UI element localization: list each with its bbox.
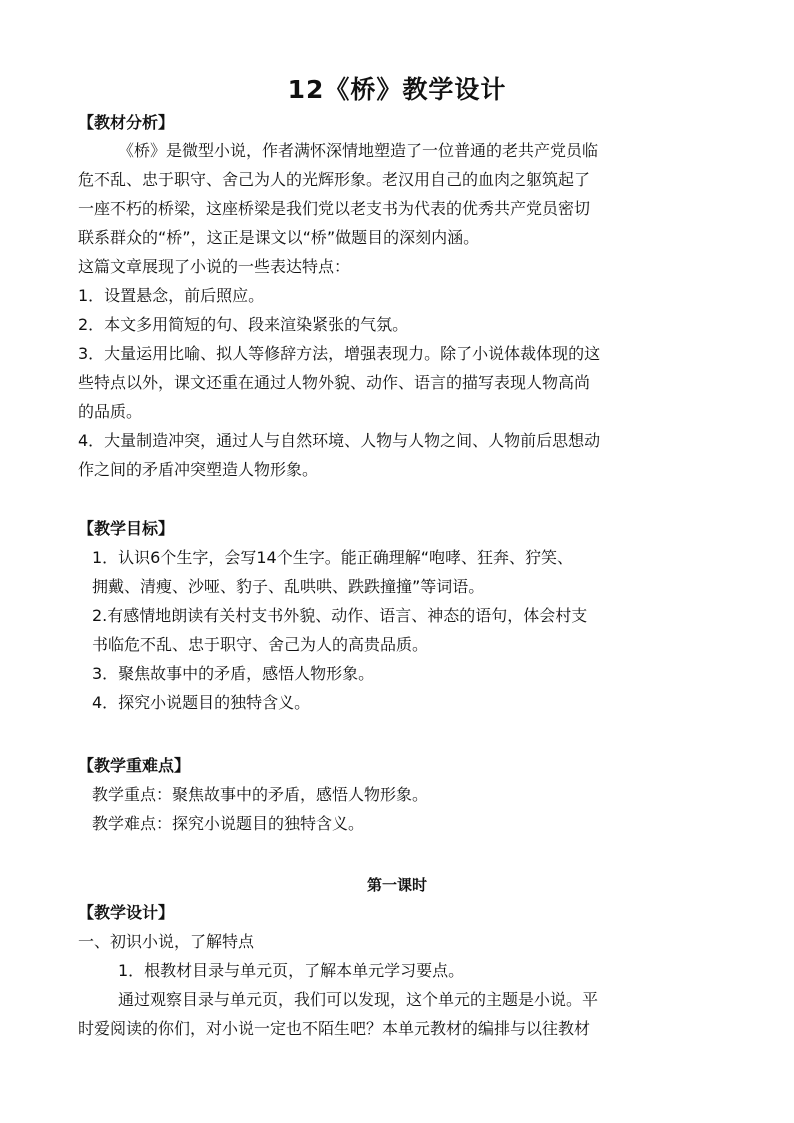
list-item: 4．大量制造冲突，通过人与自然环境、人物与人物之间、人物前后思想动 [78, 431, 601, 450]
paragraph-line: 些特点以外，课文还重在通过人物外貌、动作、语言的描写表现人物高尚 [78, 373, 591, 392]
list-item: 4．探究小说题目的独特含义。 [92, 693, 311, 712]
lesson-title: 第一课时 [366, 876, 427, 894]
subsection-heading: 一、初识小说，了解特点 [78, 932, 255, 951]
list-item: 1．认识6个生字，会写14个生字。能正确理解“咆哮、狂奔、狞笑、 [92, 548, 574, 567]
list-item: 3．大量运用比喻、拟人等修辞方法，增强表现力。除了小说体裁体现的这 [78, 344, 601, 363]
paragraph-line: 时爱阅读的你们，对小说一定也不陌生吧？本单元教材的编排与以往教材 [78, 1019, 591, 1038]
section-heading-key-points: 【教学重难点】 [78, 756, 191, 775]
list-item: 2．本文多用简短的句、段来渲染紧张的气氛。 [78, 315, 409, 334]
section-heading-teaching-design: 【教学设计】 [78, 903, 175, 922]
list-item: 2.有感情地朗读有关村支书外貌、动作、语言、神态的语句，体会村支 [92, 606, 588, 625]
difficulty-line: 教学难点：探究小说题目的独特含义。 [92, 814, 365, 833]
list-item: 1．根教材目录与单元页，了解本单元学习要点。 [118, 961, 465, 980]
section-heading-material-analysis: 【教材分析】 [78, 113, 175, 132]
paragraph-line: 《桥》是微型小说，作者满怀深情地塑造了一位普通的老共产党员临 [118, 141, 599, 160]
paragraph-line: 作之间的矛盾冲突塑造人物形象。 [78, 460, 319, 479]
paragraph-line: 这篇文章展现了小说的一些表达特点： [78, 257, 351, 276]
paragraph-line: 联系群众的“桥”，这正是课文以“桥”做题目的深刻内涵。 [78, 228, 480, 247]
list-item: 1．设置悬念，前后照应。 [78, 286, 265, 305]
paragraph-line: 的品质。 [78, 402, 143, 421]
section-heading-teaching-goals: 【教学目标】 [78, 519, 175, 538]
paragraph-line: 一座不朽的桥梁，这座桥梁是我们党以老支书为代表的优秀共产党员密切 [78, 199, 591, 218]
key-point-line: 教学重点：聚焦故事中的矛盾，感悟人物形象。 [92, 785, 429, 804]
paragraph-line: 书临危不乱、忠于职守、舍己为人的高贵品质。 [92, 635, 429, 654]
document-title: 12《桥》教学设计 [287, 75, 507, 104]
paragraph-line: 拥戴、清瘦、沙哑、豹子、乱哄哄、跌跌撞撞”等词语。 [92, 577, 485, 596]
list-item: 3．聚焦故事中的矛盾，感悟人物形象。 [92, 664, 375, 683]
paragraph-line: 危不乱、忠于职守、舍己为人的光辉形象。老汉用自己的血肉之躯筑起了 [78, 170, 591, 189]
paragraph-line: 通过观察目录与单元页，我们可以发现，这个单元的主题是小说。平 [118, 990, 599, 1009]
